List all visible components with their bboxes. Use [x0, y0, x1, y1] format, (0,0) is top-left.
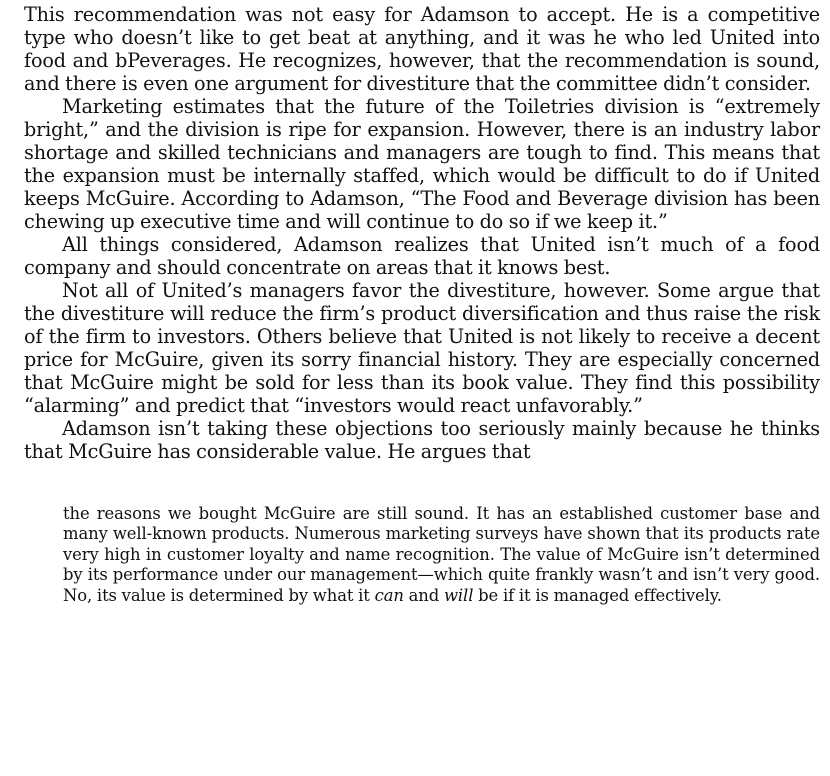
- paragraph-5: Adamson isn’t taking these objections too seriously mainly because he thinks that McGuire has considerable value. He argues that: [24, 417, 820, 463]
- paragraph-4: Not all of United’s managers favor the divestiture, however. Some argue that the divestiture will reduce the firm’s product diversification and thus raise the risk of the firm to investors. Others believe that United is not likely to receive a decent price for McGuire, given its sorry financial history. They are especially concerned that McGuire might be sold for less than its book value. They find this possibility “alarming” and predict that “investors would react unfavorably.”: [24, 279, 820, 417]
- document-page: [24, 3, 820, 606]
- paragraph-1: This recommendation was not easy for Adamson to accept. He is a competitive type who doesn’t like to get beat at anything, and it was he who led United into food and bPeverages. He recognizes, however, that the recommendation is sound, and there is even one argument for divestiture that the committee didn’t consider.: [24, 3, 820, 95]
- paragraph-3: All things considered, Adamson realizes that United isn’t much of a food company and should concentrate on areas that it knows best.: [24, 233, 820, 279]
- quote-text-part-1: the reasons we bought McGuire are still sound. It has an established customer base and many well-known products. Numerous marketing surveys have shown that its products rate very high in customer loyalty and name recognition. The value of McGuire isn’t determined by its performance under our management—which quite frankly wasn’t and isn’t very good. No, its value is determined by what it: [63, 504, 820, 605]
- paragraph-2: Marketing estimates that the future of the Toiletries division is “extremely bright,” and the division is ripe for expansion. However, there is an industry labor shortage and skilled technicians and managers are tough to find. This means that the expansion must be internally staffed, which would be difficult to do if United keeps McGuire. According to Adamson, “The Food and Beverage division has been chewing up executive time and will continue to do so if we keep it.”: [24, 95, 820, 233]
- quote-emphasis-can: can: [374, 585, 404, 605]
- quote-text-part-3: be if it is managed effectively.: [473, 585, 722, 605]
- quote-text-part-2: and: [403, 585, 444, 605]
- block-quote: [63, 504, 820, 606]
- quote-emphasis-will: will: [443, 585, 474, 605]
